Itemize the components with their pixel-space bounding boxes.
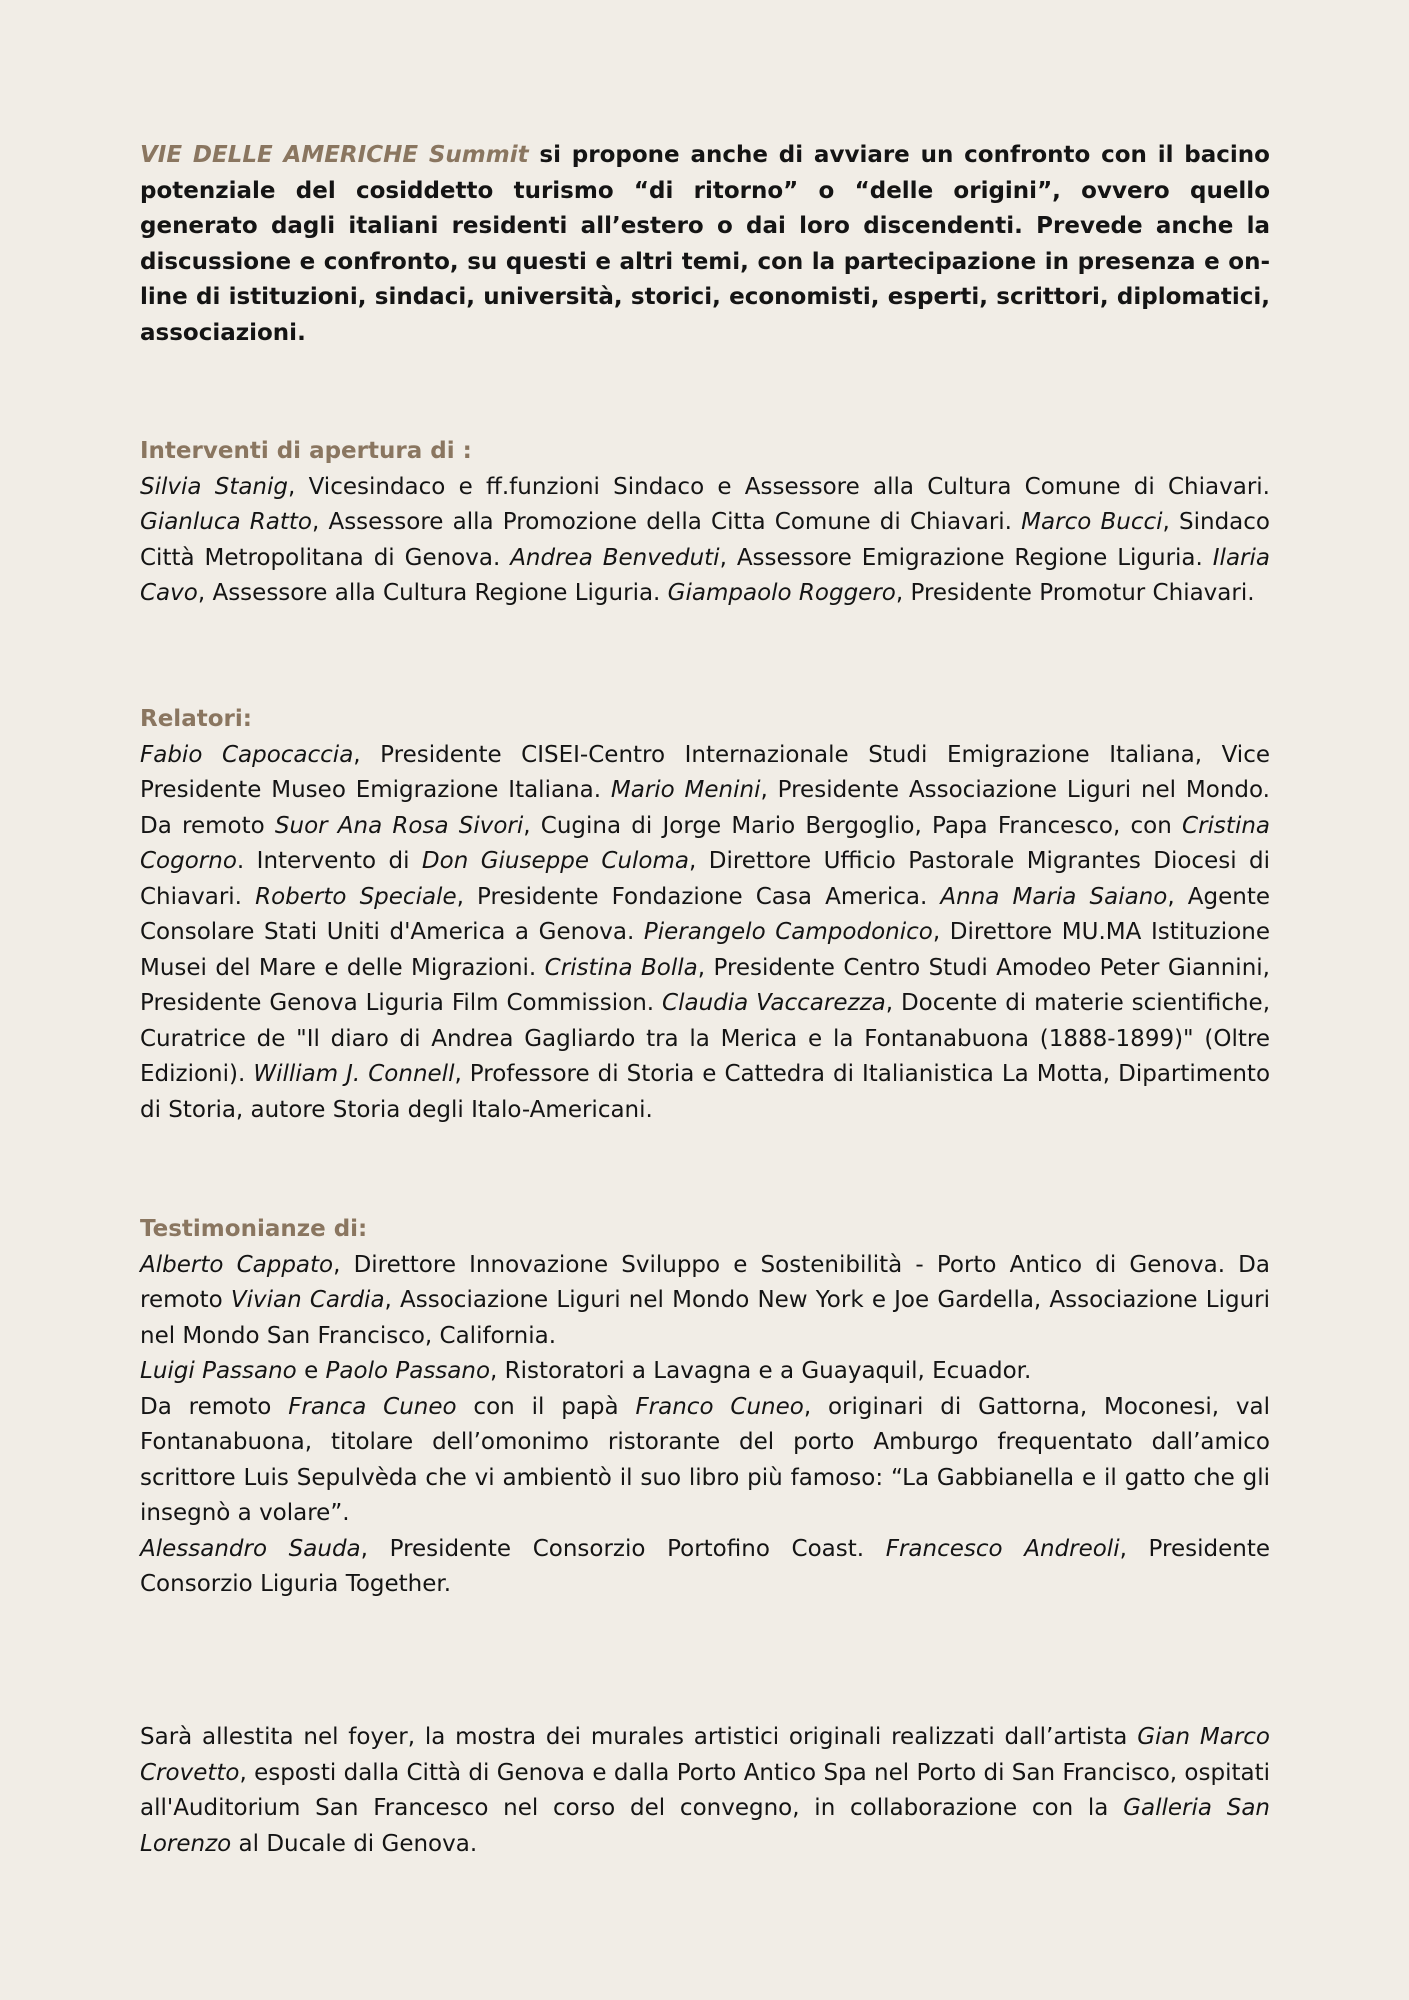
person-name: Silvia Stanig	[140, 473, 289, 500]
text-run: Sarà allestita nel foyer, la mostra dei murales artistici originali realizzati dall’artista	[140, 1724, 1138, 1750]
text-run: , Sindaco Città Metropolitana di Genova.	[140, 509, 1270, 571]
text-run: , Presidente Centro Studi Amodeo Peter Giannini, Presidente Genova Liguria Film Commission.	[140, 954, 1270, 1016]
person-name: Cristina Bolla	[544, 954, 698, 981]
person-name: Gian Marco Crovetto	[140, 1724, 1270, 1786]
testimonianze-paragraph-4	[140, 1532, 1270, 1603]
section-apertura	[140, 434, 1270, 612]
text-run: , esposti dalla Città di Genova e dalla Porto Antico Spa nel Porto di San Francisco, ospitati all'Auditorium San Francesco nel corso del convegno, in collaborazione con la	[140, 1759, 1270, 1821]
apertura-heading: Interventi di apertura di :	[140, 438, 472, 464]
person-name: Vivian Cardia	[230, 1287, 385, 1313]
person-name: Luigi Passano	[140, 1358, 297, 1384]
person-name: Cristina Cogorno	[140, 812, 1270, 874]
section-mostra	[140, 1720, 1270, 1862]
person-name: Roberto Speciale	[255, 883, 457, 910]
person-name: Giampaolo Roggero	[667, 580, 896, 606]
text-run: , Cugina di Jorge Mario Bergoglio, Papa Francesco, con	[523, 812, 1183, 839]
testimonianze-heading: Testimonianze di:	[140, 1216, 368, 1242]
text-run: con il papà	[456, 1393, 636, 1420]
person-name: Pierangelo Campodonico	[643, 919, 933, 945]
text-run: , Associazione Liguri nel Mondo New York e Joe Gardella, Associazione Liguri nel Mondo San Francisco, California.	[140, 1287, 1270, 1349]
text-run: al Ducale di Genova.	[231, 1830, 478, 1857]
person-name: Paolo Passano	[325, 1358, 491, 1384]
text-run: , Direttore MU.MA Istituzione Musei del Mare e delle Migrazioni.	[140, 919, 1270, 981]
intro-text: si propone anche di avviare un confronto con il bacino potenziale del cosiddetto turismo “di ritorno” o “delle origini”, ovvero quello generato dagli italiani residenti all’estero o dai loro discendenti. Prevede anche la discussione e confronto, su questi e altri temi, con la partecipazione in presenza e on- line di istituzioni, sindaci, università, storici, economisti, esperti, scrittori, diplomatici, associazioni.	[140, 142, 1270, 346]
person-name: Franco Cuneo	[635, 1393, 804, 1420]
person-name: Andrea Benveduti	[510, 544, 720, 571]
person-name: William J. Connell	[253, 1061, 455, 1087]
text-run: , Presidente Promotur Chiavari.	[895, 580, 1255, 606]
person-name: Franca Cuneo	[288, 1393, 457, 1420]
text-run: , Presidente Associazione Liguri nel Mondo. Da remoto	[140, 777, 1270, 839]
text-run: Da remoto	[140, 1393, 289, 1420]
relatori-heading: Relatori:	[140, 706, 252, 732]
mostra-paragraph	[140, 1720, 1270, 1862]
person-name: Don Giuseppe Culoma	[421, 848, 690, 874]
text-run: , Docente di materie scientifiche, Curatrice de "Il diaro di Andrea Gagliardo tra la Merica e la Fontanabuona (1888-1899)" (Oltre Edizioni).	[140, 990, 1271, 1087]
person-name: Suor Ana Rosa Sivori	[274, 812, 524, 839]
person-name: Ilaria Cavo	[140, 544, 1270, 606]
text-run: , Presidente Consorzio Liguria Together.	[140, 1535, 1270, 1597]
summit-title: VIE DELLE AMERICHE Summit	[140, 142, 529, 168]
person-name: Alberto Cappato	[140, 1251, 334, 1278]
text-run: , Ristoratori a Lavagna e a Guayaquil, Ecuador.	[490, 1358, 1032, 1384]
person-name: Galleria San Lorenzo	[140, 1795, 1270, 1857]
intro-paragraph	[140, 138, 1270, 351]
testimonianze-paragraph-1	[140, 1248, 1270, 1355]
text-run: , originari di Gattorna, Moconesi, val Fontanabuona, titolare dell’omonimo ristorante del porto Amburgo frequentato dall’amico scrittore Luis Sepulvèda che vi ambientò il suo libro più famoso: “La Gabbianella e il gatto che gli insegnò a volare”.	[140, 1393, 1271, 1526]
text-run: e	[296, 1358, 326, 1384]
text-run: , Presidente Fondazione Casa America.	[456, 883, 941, 910]
text-run: , Vicesindaco e ff.funzioni Sindaco e Assessore alla Cultura Comune di Chiavari.	[288, 473, 1270, 500]
text-run: , Assessore Emigrazione Regione Liguria.	[719, 544, 1213, 571]
testimonianze-paragraph-2	[140, 1354, 1270, 1390]
person-name: Francesco Andreoli	[885, 1535, 1120, 1562]
text-run: , Assessore alla Promozione della Citta Comune di Chiavari.	[311, 509, 1022, 535]
person-name: Gianluca Ratto	[140, 509, 312, 535]
text-run: , Agente Consolare Stati Uniti d'America a Genova.	[140, 883, 1271, 945]
text-run: , Professore di Storia e Cattedra di Italianistica La Motta, Dipartimento di Storia, autore Storia degli Italo-Americani.	[140, 1061, 1271, 1123]
person-name: Claudia Vaccarezza	[662, 990, 886, 1016]
person-name: Alessandro Sauda	[140, 1535, 361, 1562]
person-name: Fabio Capocaccia	[140, 741, 354, 768]
text-run: , Assessore alla Cultura Regione Liguria.	[197, 580, 668, 606]
section-testimonianze	[140, 1212, 1270, 1603]
person-name: Marco Bucci	[1021, 509, 1163, 535]
text-run: , Presidente CISEI-Centro Internazionale Studi Emigrazione Italiana, Vice Presidente Museo Emigrazione Italiana.	[140, 741, 1270, 803]
person-name: Mario Menini	[610, 777, 761, 803]
testimonianze-paragraph-3	[140, 1390, 1270, 1532]
text-run: , Direttore Ufficio Pastorale Migrantes Diocesi di Chiavari.	[140, 848, 1271, 910]
section-relatori	[140, 702, 1270, 1128]
person-name: Anna Maria Saiano	[940, 883, 1168, 910]
text-run: , Direttore Innovazione Sviluppo e Sostenibilità - Porto Antico di Genova. Da remoto	[140, 1251, 1270, 1313]
apertura-paragraph	[140, 470, 1270, 612]
relatori-paragraph	[140, 738, 1270, 1129]
text-run: , Presidente Consorzio Portofino Coast.	[360, 1535, 886, 1562]
text-run: . Intervento di	[236, 848, 422, 874]
